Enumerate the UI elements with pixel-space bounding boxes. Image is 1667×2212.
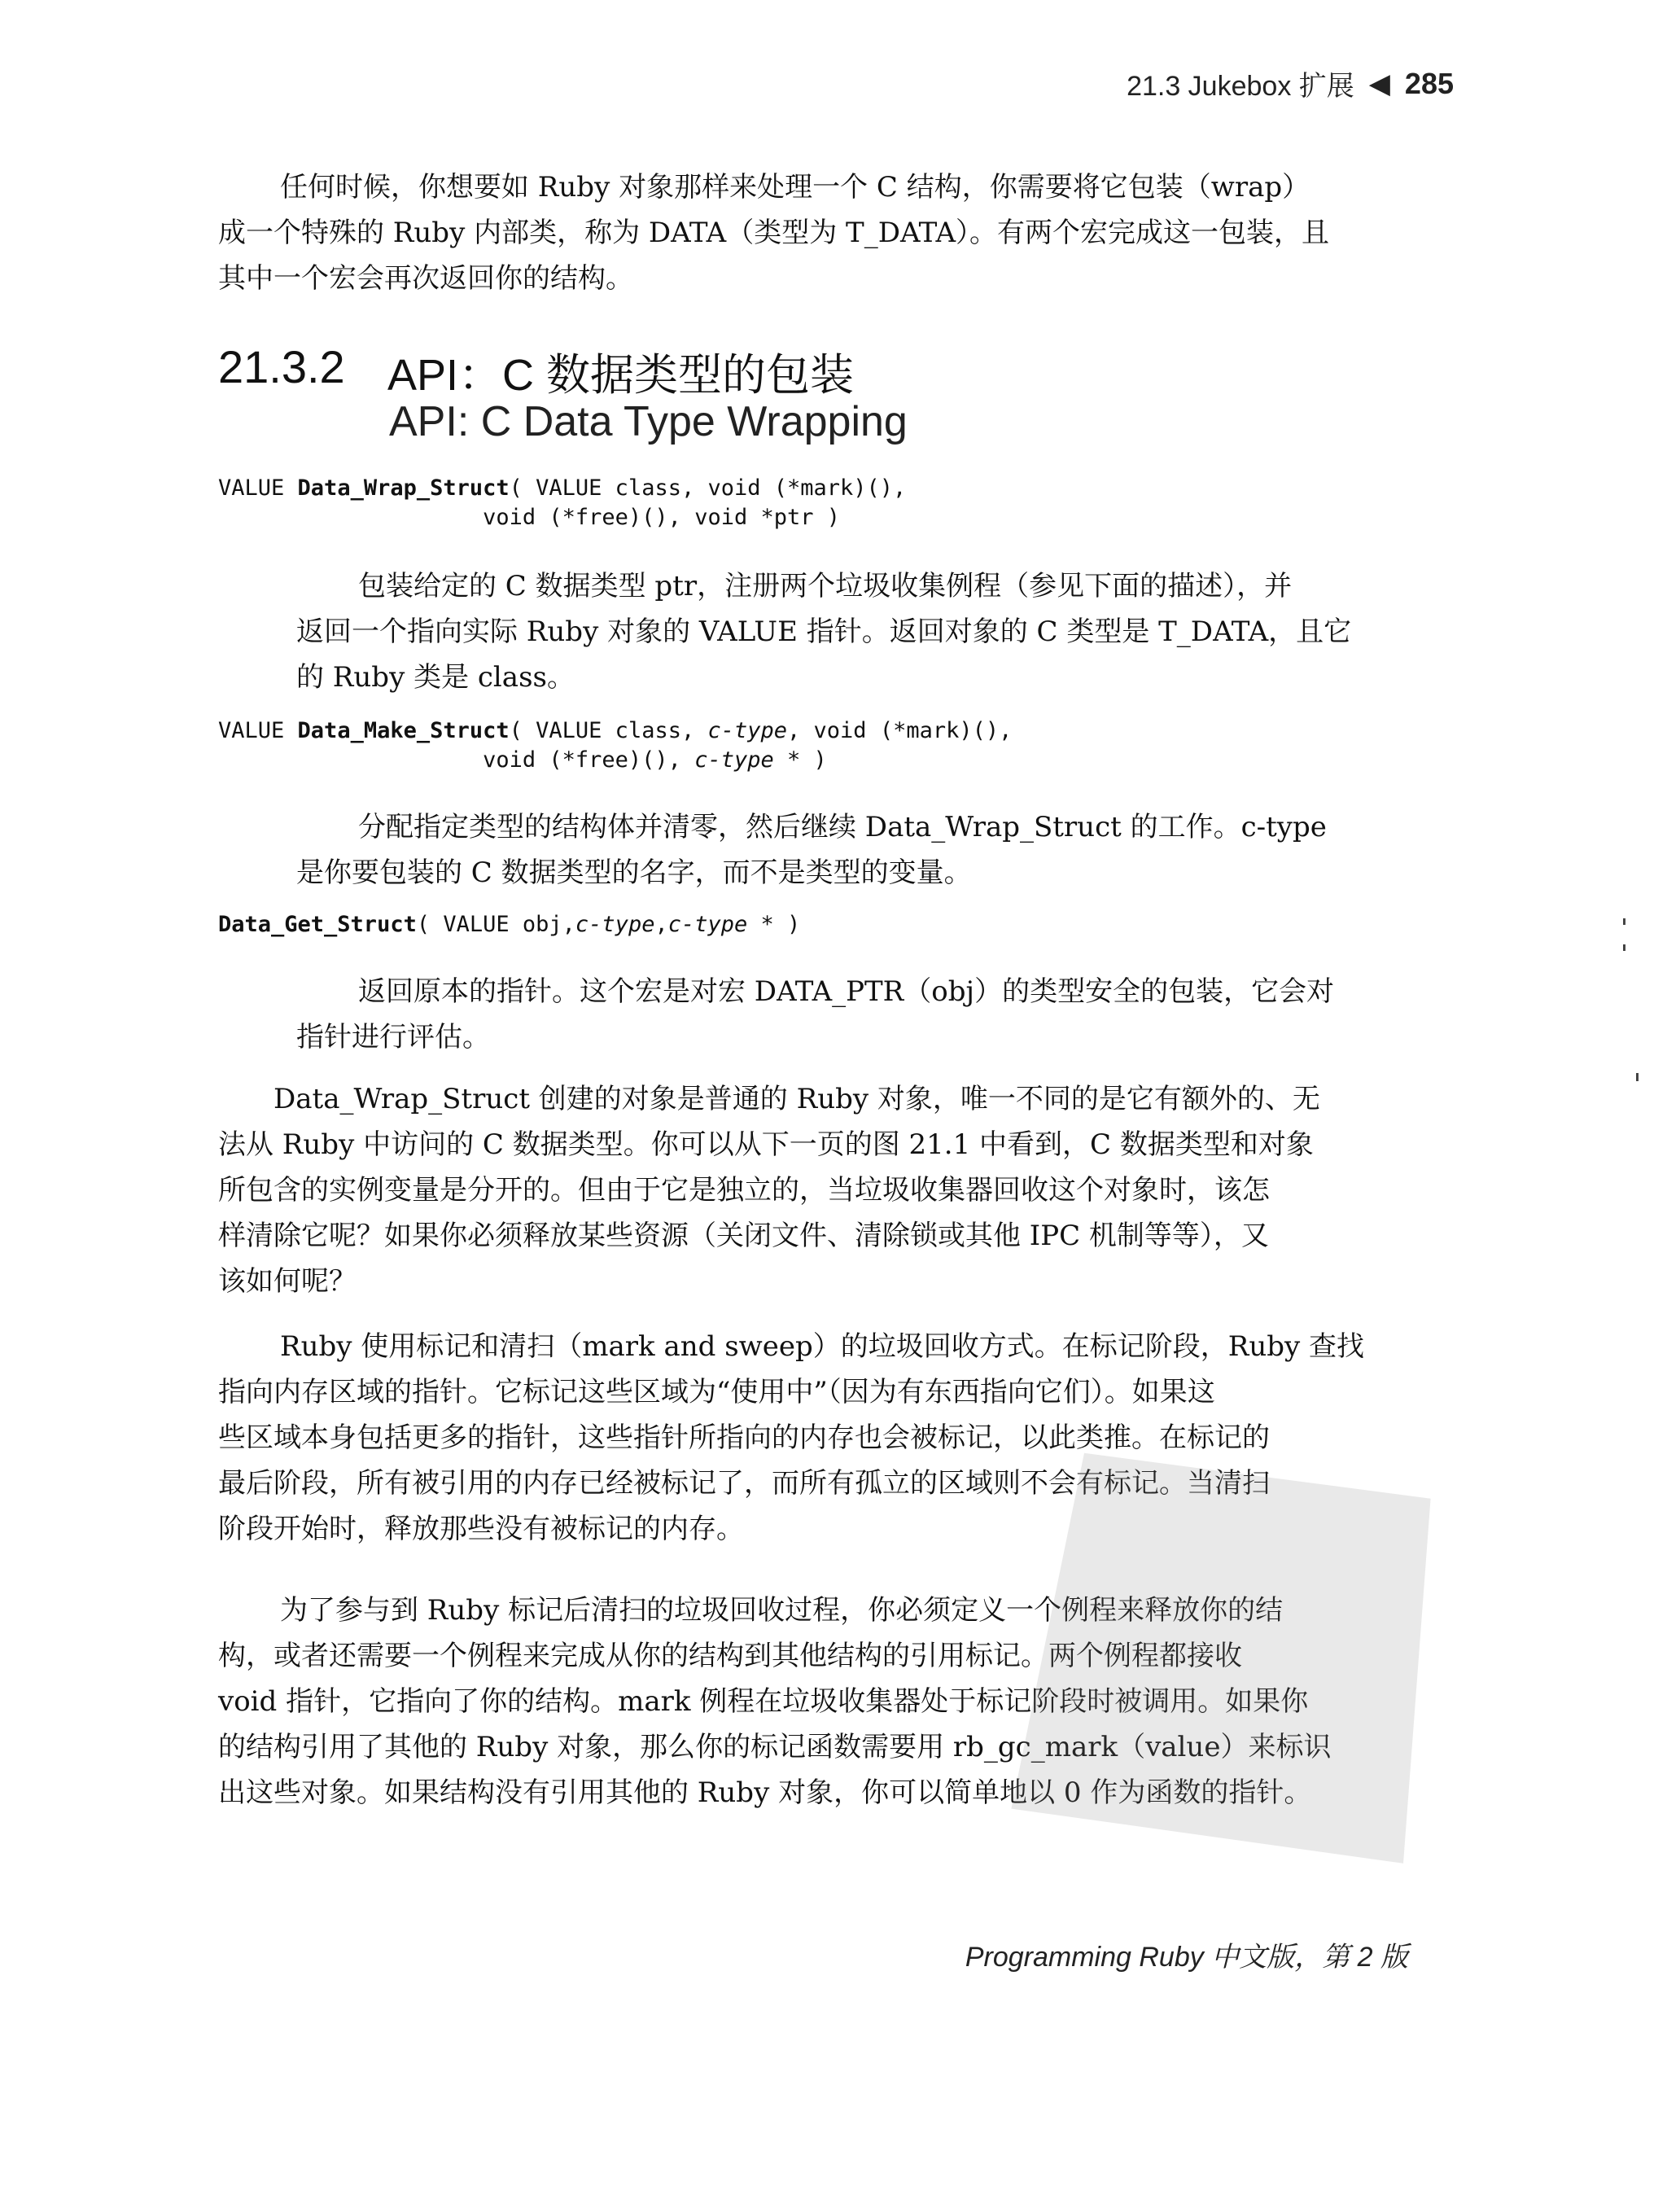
text-line: 所包含的实例变量是分开的。但由于它是独立的，当垃圾收集器回收这个对象时，该怎 (218, 1174, 1270, 1207)
function-name: Data_Wrap_Struct (297, 475, 510, 501)
text-line: 是你要包装的 C 数据类型的名字，而不是类型的变量。 (296, 856, 972, 889)
text-line: 些区域本身包括更多的指针，这些指针所指向的内存也会被标记，以此类推。在标记的 (218, 1421, 1270, 1454)
text-line: 为了参与到 Ruby 标记后清扫的垃圾回收过程，你必须定义一个例程来释放你的结 (280, 1594, 1284, 1627)
code-italic: c-type (575, 912, 655, 937)
function-name: Data_Get_Struct (218, 912, 417, 937)
code-text: VALUE (218, 718, 298, 743)
running-header (1127, 64, 1454, 103)
page-number: 285 (1404, 66, 1454, 100)
text-line: 该如何呢？ (218, 1265, 357, 1298)
code-text: ( VALUE class, void (*mark)(), (509, 475, 907, 501)
text-line: 样清除它呢？如果你必须释放某些资源（关闭文件、清除锁或其他 IPC 机制等等），又 (218, 1220, 1269, 1252)
code-text: , void (*mark)(), (787, 718, 1013, 743)
section-number: 21.3.2 (218, 341, 345, 392)
code-text: ( VALUE class, (509, 718, 708, 743)
api-signature-wrap (218, 474, 906, 532)
api-description-make (296, 804, 1408, 896)
code-italic: c-type (667, 912, 748, 937)
header-section: 21.3 Jukebox 扩展 (1127, 71, 1354, 102)
header-arrow-icon: ◀ (1368, 68, 1390, 99)
text-line: 指针进行评估。 (296, 1021, 490, 1053)
text-line: 的结构引用了其他的 Ruby 对象，那么你的标记函数需要用 rb_gc_mark（value）来标识 (218, 1731, 1332, 1763)
text-line: 返回一个指向实际 Ruby 对象的 VALUE 指针。返回对象的 C 类型是 T_DATA，且它 (296, 615, 1352, 648)
api-signature-make (218, 716, 1012, 775)
code-text: ( VALUE obj, (416, 912, 575, 937)
text-line: 成一个特殊的 Ruby 内部类，称为 DATA（类型为 T_DATA）。有两个宏完成这一包装，且 (218, 217, 1330, 249)
text-line: 法从 Ruby 中访问的 C 数据类型。你可以从下一页的图 21.1 中看到，C 数据类型和对象 (218, 1128, 1314, 1161)
text-line: 的 Ruby 类是 class。 (296, 661, 575, 694)
text-line: 阶段开始时，释放那些没有被标记的内存。 (218, 1513, 744, 1545)
code-text: VALUE (218, 475, 298, 501)
code-italic: c-type (707, 718, 788, 743)
text-line: 最后阶段，所有被引用的内存已经被标记了，而所有孤立的区域则不会有标记。当清扫 (218, 1467, 1270, 1500)
watermark-seal-icon (993, 1417, 1449, 1873)
body-paragraph (218, 1076, 1408, 1304)
api-signature-get (218, 910, 800, 940)
function-name: Data_Make_Struct (297, 718, 510, 743)
code-text: void (*free)(), void *ptr ) (218, 505, 841, 530)
api-description-wrap (296, 563, 1408, 700)
text-line: 其中一个宏会再次返回你的结构。 (218, 262, 633, 295)
code-text: void (*free)(), (218, 747, 695, 773)
intro-paragraph (218, 164, 1408, 301)
section-title-en: API: C Data Type Wrapping (389, 398, 908, 445)
scan-speck (1623, 918, 1625, 925)
api-description-get (296, 969, 1408, 1060)
code-italic: c-type (694, 747, 774, 773)
text-line: 出这些对象。如果结构没有引用其他的 Ruby 对象，你可以简单地以 0 作为函数的指针。 (218, 1776, 1312, 1809)
code-text: * ) (773, 747, 827, 773)
text-line: 任何时候，你想要如 Ruby 对象那样来处理一个 C 结构，你需要将它包装（wrap） (280, 171, 1310, 204)
text-line: 构，或者还需要一个例程来完成从你的结构到其他结构的引用标记。两个例程都接收 (218, 1640, 1242, 1672)
text-line: void 指针，它指向了你的结构。mark 例程在垃圾收集器处于标记阶段时被调用。如果你 (218, 1685, 1309, 1718)
text-line: Ruby 使用标记和清扫（mark and sweep）的垃圾回收方式。在标记阶段，Ruby 查找 (280, 1330, 1365, 1363)
text-line: 分配指定类型的结构体并清零，然后继续 Data_Wrap_Struct 的工作。c-type (358, 811, 1327, 843)
text-line: 返回原本的指针。这个宏是对宏 DATA_PTR（obj）的类型安全的包装，它会对 (358, 975, 1335, 1008)
text-line: Data_Wrap_Struct 创建的对象是普通的 Ruby 对象，唯一不同的是它有额外的、无 (273, 1083, 1320, 1115)
text-line: 包装给定的 C 数据类型 ptr，注册两个垃圾收集例程（参见下面的描述），并 (358, 570, 1293, 602)
scan-speck (1636, 1073, 1639, 1081)
scan-speck (1623, 944, 1625, 951)
code-text: * ) (747, 912, 801, 937)
code-text: , (654, 912, 668, 937)
section-title-zh: API：C 数据类型的包装 (387, 351, 855, 400)
book-title-footer: Programming Ruby 中文版，第 2 版 (965, 1942, 1408, 1973)
text-line: 指向内存区域的指针。它标记这些区域为“使用中”（因为有东西指向它们）。如果这 (218, 1376, 1215, 1408)
